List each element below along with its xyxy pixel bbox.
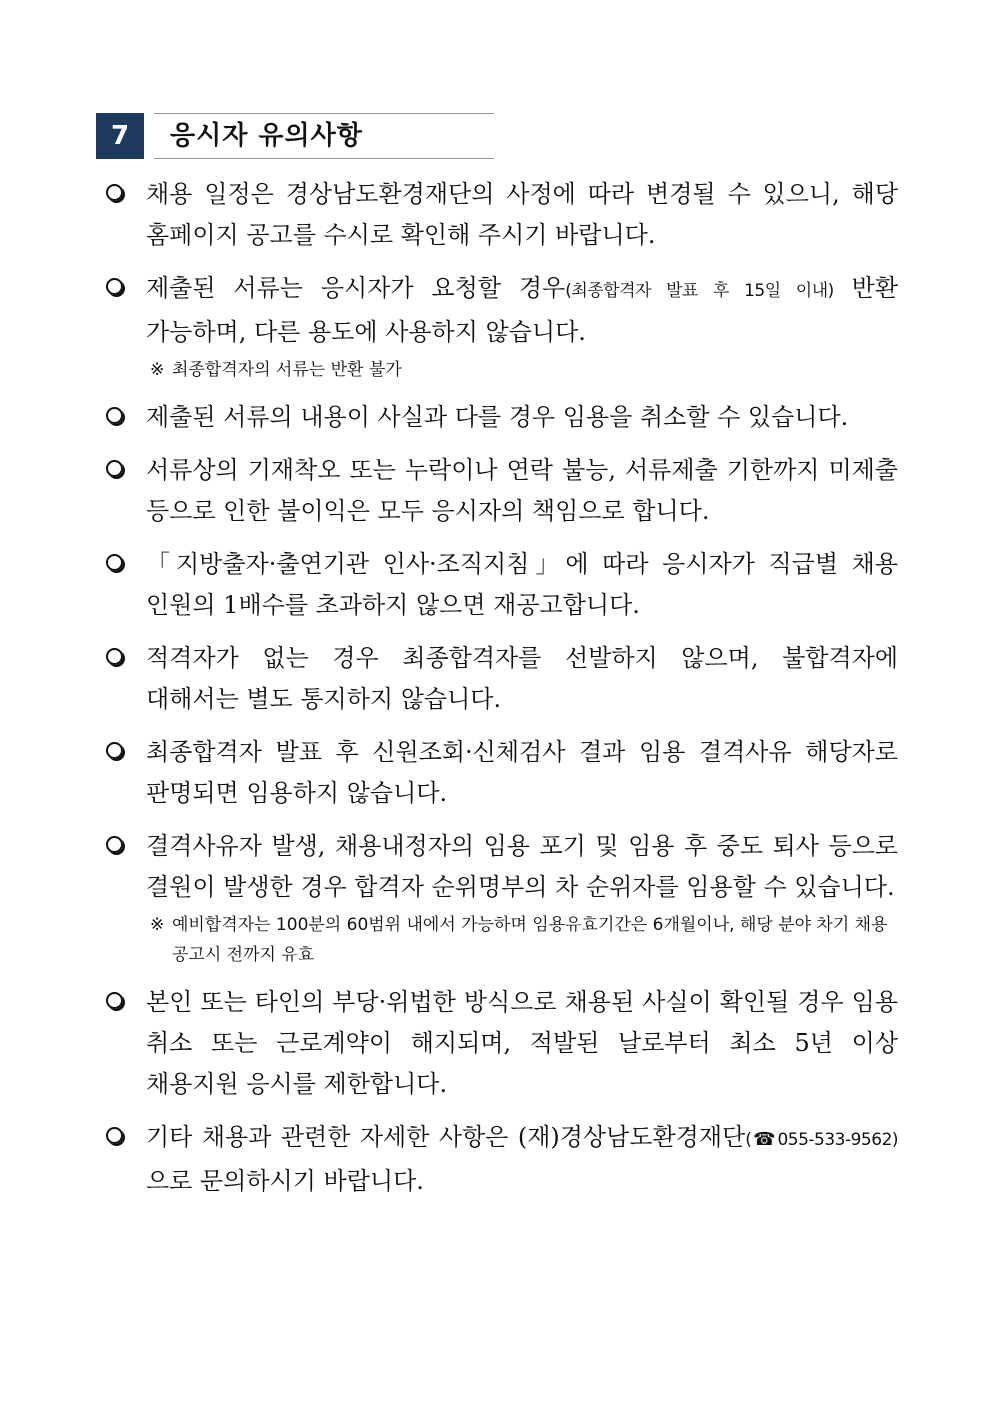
notice-note [150,355,898,385]
reference-mark-icon: ※ [150,915,165,935]
notice-text: 최종합격자 발표 후 신원조회·신체검사 결과 임용 결격사유 해당자로 판명되면 임용하지 않습니다. [146,738,898,807]
notice-text-condition: (최종합격자 발표 후 15일 이내) [565,281,834,301]
notice-text [146,268,898,353]
notice-text: 채용 일정은 경상남도환경재단의 사정에 따라 변경될 수 있으니, 해당 홈페이지 공고를 수시로 확인해 주시기 바랍니다. [146,180,898,249]
notice-text [146,1117,898,1202]
circle-bullet-icon [106,992,123,1009]
section-title-box [154,113,494,159]
circle-bullet-icon [106,278,123,295]
notice-text-main: 기타 채용과 관련한 자세한 사항은 (재)경상남도환경재단 [146,1123,746,1151]
notice-item-false-documents [106,397,898,438]
notice-item-documents-return [106,268,898,385]
notice-text-rest: 반환 가능하며, 다른 용도에 사용하지 않습니다. [146,274,899,346]
notice-text-main: 제출된 서류는 응시자가 요청할 경우 [146,274,566,302]
phone-number: 055-533-9562) [777,1130,899,1150]
notice-list [106,174,898,1214]
circle-bullet-icon [106,1127,123,1144]
notice-note [150,910,898,970]
circle-bullet-icon [106,184,123,201]
phone-paren: ( [745,1130,752,1150]
notice-item-vacancy-replacement [106,826,898,970]
notice-item-unfair-hiring [106,982,898,1105]
notice-item-contact [106,1117,898,1202]
notice-item-no-qualified [106,638,898,720]
notice-note-text: 최종합격자의 서류는 반환 불가 [172,360,402,380]
notice-item-applicant-responsibility [106,450,898,532]
notice-text: 결격사유자 발생, 채용내정자의 임용 포기 및 임용 후 중도 퇴사 등으로 결원이 발생한 경우 합격자 순위명부의 차 순위자를 임용할 수 있습니다. [146,832,898,901]
notice-item-schedule [106,174,898,256]
notice-item-background-check [106,732,898,814]
notice-text: 「지방출자·출연기관 인사·조직지침」에 따라 응시자가 직급별 채용 인원의 1배수를 초과하지 않으면 재공고합니다. [146,550,898,619]
circle-bullet-icon [106,460,123,477]
notice-text: 적격자가 없는 경우 최종합격자를 선발하지 않으며, 불합격자에 대해서는 별도 통지하지 않습니다. [146,644,898,713]
notice-text: 제출된 서류의 내용이 사실과 다를 경우 임용을 취소할 수 있습니다. [146,403,849,431]
notice-note-text: 예비합격자는 100분의 60범위 내에서 가능하며 임용유효기간은 6개월이나, 해당 분야 차기 채용공고시 전까지 유효 [172,915,888,965]
notice-item-re-announcement [106,544,898,626]
telephone-icon: ☎ [751,1129,778,1150]
reference-mark-icon: ※ [150,360,165,380]
circle-bullet-icon [106,407,123,424]
notice-text: 본인 또는 타인의 부당·위법한 방식으로 채용된 사실이 확인될 경우 임용 취소 또는 근로계약이 해지되며, 적발된 날로부터 최소 5년 이상 채용지원 응시를 제한합니다. [146,988,898,1098]
section-title: 응시자 유의사항 [170,121,363,151]
notice-text: 서류상의 기재착오 또는 누락이나 연락 불능, 서류제출 기한까지 미제출 등으로 인한 불이익은 모두 응시자의 책임으로 합니다. [146,456,898,525]
notice-text-rest: 으로 문의하시기 바랍니다. [146,1167,424,1195]
circle-bullet-icon [106,648,123,665]
section-header [96,113,494,159]
section-number: 7 [96,113,144,159]
circle-bullet-icon [106,554,123,571]
circle-bullet-icon [106,836,123,853]
circle-bullet-icon [106,742,123,759]
